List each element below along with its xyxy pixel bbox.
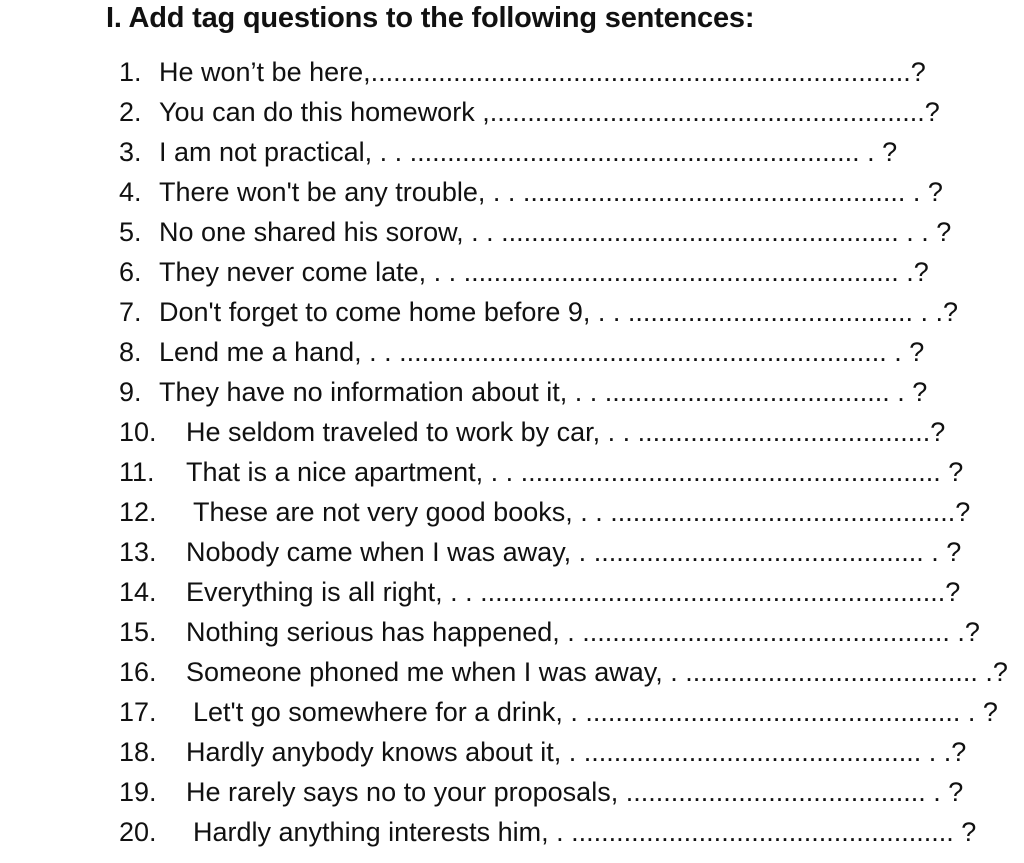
list-item (0, 212, 1024, 252)
item-sentence: These are not very good books, . . ..............................................? (193, 497, 971, 527)
item-number: 18. (119, 737, 157, 767)
item-sentence: He rarely says no to your proposals, ........................................ . ? (186, 777, 964, 807)
list-item (0, 412, 1024, 452)
item-number: 6. (119, 257, 142, 287)
item-number: 13. (119, 537, 157, 567)
list-item (0, 612, 1024, 652)
list-item (0, 572, 1024, 612)
item-number: 15. (119, 617, 157, 647)
list-item (0, 372, 1024, 412)
item-number: 1. (119, 57, 142, 87)
item-number: 16. (119, 657, 157, 687)
item-number: 10. (119, 417, 157, 447)
worksheet-title: I. Add tag questions to the following sentences: (106, 2, 755, 34)
list-item (0, 132, 1024, 172)
item-sentence: Nothing serious has happened, . ................................................. .? (186, 617, 980, 647)
item-sentence: No one shared his sorow, . . ..................................................... . . ? (159, 217, 952, 247)
list-item (0, 252, 1024, 292)
item-number: 8. (119, 337, 142, 367)
list-item (0, 812, 1024, 852)
list-item (0, 172, 1024, 212)
list-item (0, 452, 1024, 492)
item-number: 20. (119, 817, 157, 847)
tag-question-list (0, 52, 1024, 852)
item-number: 4. (119, 177, 142, 207)
list-item (0, 532, 1024, 572)
item-number: 17. (119, 697, 157, 727)
item-sentence: Hardly anybody knows about it, . ............................................. . .? (186, 737, 967, 767)
item-sentence: They have no information about it, . . ...................................... . ? (159, 377, 928, 407)
item-number: 12. (119, 497, 157, 527)
list-item (0, 52, 1024, 92)
item-number: 3. (119, 137, 142, 167)
item-sentence: Nobody came when I was away, . ............................................ . ? (186, 537, 962, 567)
item-sentence: He seldom traveled to work by car, . . .......................................? (186, 417, 946, 447)
item-number: 7. (119, 297, 142, 327)
item-sentence: He won’t be here,........................................................................? (159, 57, 926, 87)
item-number: 19. (119, 777, 157, 807)
item-sentence: They never come late, . . .......................................................... .? (159, 257, 929, 287)
list-item (0, 492, 1024, 532)
list-item (0, 92, 1024, 132)
item-sentence: I am not practical, . . ............................................................ . ? (159, 137, 898, 167)
item-number: 5. (119, 217, 142, 247)
item-number: 2. (119, 97, 142, 127)
item-sentence: Someone phoned me when I was away, . ....................................... .? (186, 657, 1008, 687)
list-item (0, 692, 1024, 732)
item-number: 11. (119, 457, 155, 487)
list-item (0, 292, 1024, 332)
item-sentence: Don't forget to come home before 9, . . ...................................... . .? (159, 297, 958, 327)
item-sentence: You can do this homework ,..........................................................? (159, 97, 940, 127)
item-sentence: That is a nice apartment, . . ........................................................ ? (186, 457, 964, 487)
item-sentence: Hardly anything interests him, . ................................................... ? (193, 817, 977, 847)
item-sentence: Lend me a hand, . . ................................................................. . ? (159, 337, 925, 367)
list-item (0, 732, 1024, 772)
item-sentence: Let't go somewhere for a drink, . .................................................. . ? (193, 697, 998, 727)
item-number: 14. (119, 577, 157, 607)
item-sentence: There won't be any trouble, . . ................................................... . ? (159, 177, 943, 207)
list-item (0, 332, 1024, 372)
item-number: 9. (119, 377, 142, 407)
item-sentence: Everything is all right, . . ..............................................................? (186, 577, 961, 607)
list-item (0, 772, 1024, 812)
list-item (0, 652, 1024, 692)
